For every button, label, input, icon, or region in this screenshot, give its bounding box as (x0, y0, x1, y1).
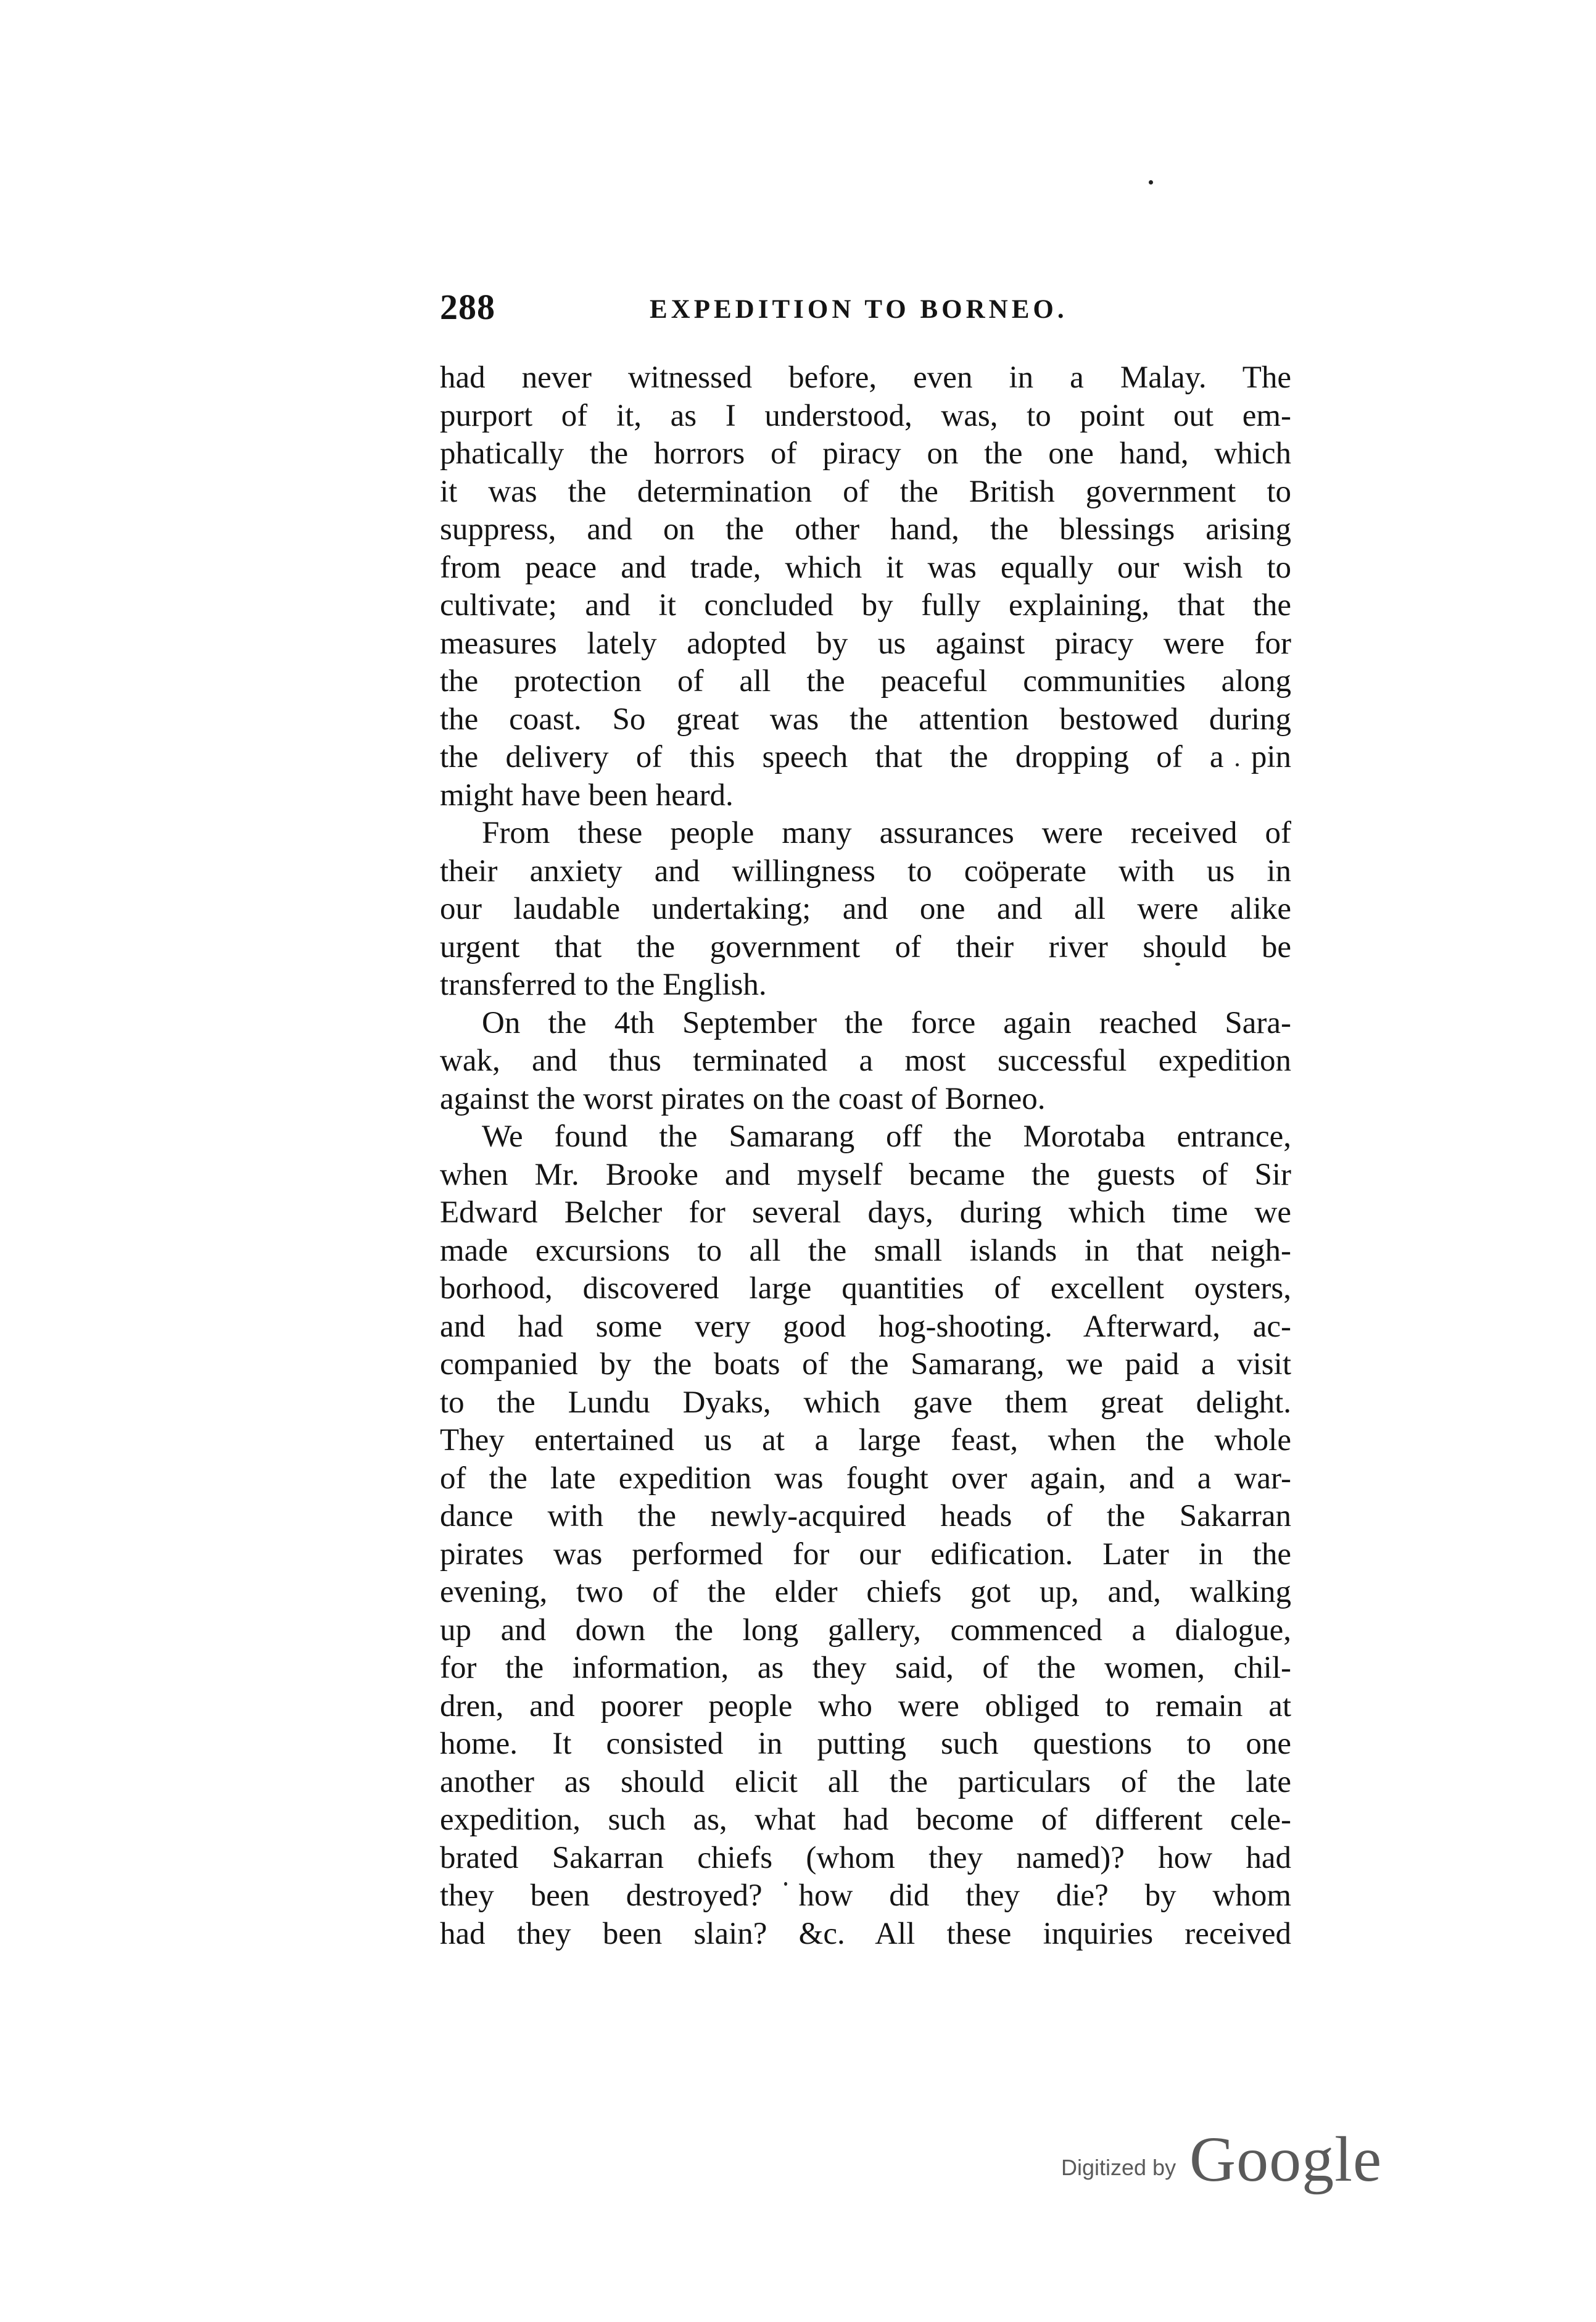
text-line: and had some very good hog-shooting. Afterward, ac- (440, 1309, 1291, 1344)
text-line: evening, two of the elder chiefs got up, and, walking (440, 1575, 1291, 1609)
text-line: the protection of all the peaceful communities along (440, 664, 1291, 699)
text-line: had never witnessed before, even in a Malay. The (440, 360, 1291, 395)
text-line: from peace and trade, which it was equally our wish to (440, 550, 1291, 585)
text-line: of the late expedition was fought over again, and a war- (440, 1461, 1291, 1496)
page-number: 288 (440, 287, 495, 327)
text-line: phatically the horrors of piracy on the one hand, which (440, 436, 1291, 471)
watermark-caption: Digitized by (1061, 2155, 1176, 2180)
text-line: the delivery of this speech that the dropping of a pin (440, 740, 1291, 774)
text-line: our laudable undertaking; and one and all were alike (440, 892, 1291, 926)
text-line: it was the determination of the British government to (440, 474, 1291, 509)
text-line: We found the Samarang off the Morotaba entrance, (482, 1119, 1291, 1154)
text-line: cultivate; and it concluded by fully explaining, that the (440, 588, 1291, 623)
text-line: wak, and thus terminated a most successful expedition (440, 1043, 1291, 1078)
text-line: From these people many assurances were received of (482, 816, 1291, 850)
running-title: EXPEDITION TO BORNEO. (650, 295, 1068, 324)
text-line: for the information, as they said, of the women, chil- (440, 1651, 1291, 1685)
text-line: to the Lundu Dyaks, which gave them great delight. (440, 1385, 1291, 1420)
text-line: borhood, discovered large quantities of excellent oysters, (440, 1271, 1291, 1306)
text-line: urgent that the government of their river should be (440, 929, 1291, 964)
ink-speck (1149, 180, 1153, 185)
text-line: they been destroyed? how did they die? by whom (440, 1878, 1291, 1913)
text-line: had they been slain? &c. All these inquiries received (440, 1916, 1291, 1951)
text-line: against the worst pirates on the coast of Borneo. (440, 1081, 1046, 1116)
text-line: On the 4th September the force again reached Sara- (482, 1005, 1291, 1040)
text-line: expedition, such as, what had become of different cele- (440, 1802, 1291, 1837)
text-line: another as should elicit all the particulars of the late (440, 1764, 1291, 1799)
text-line: They entertained us at a large feast, when the whole (440, 1423, 1291, 1457)
text-line: transferred to the English. (440, 968, 767, 1002)
text-line: when Mr. Brooke and myself became the guests of Sir (440, 1157, 1291, 1192)
page-header (440, 283, 1291, 332)
text-line: up and down the long gallery, commenced a dialogue, (440, 1612, 1291, 1648)
text-line: companied by the boats of the Samarang, we paid a visit (440, 1347, 1291, 1382)
text-line: home. It consisted in putting such questions to one (440, 1727, 1291, 1761)
google-logo: Google (1189, 2124, 1383, 2195)
text-line: made excursions to all the small islands in that neigh- (440, 1233, 1291, 1268)
text-line: suppress, and on the other hand, the blessings arising (440, 512, 1291, 547)
text-line: pirates was performed for our edification. Later in the (440, 1536, 1291, 1572)
text-line: dren, and poorer people who were obliged to remain at (440, 1688, 1291, 1723)
text-line: brated Sakarran chiefs (whom they named)? how had (440, 1840, 1291, 1875)
text-line: purport of it, as I understood, was, to point out em- (440, 398, 1291, 433)
text-line: might have been heard. (440, 777, 734, 813)
digitized-watermark (1061, 2123, 1394, 2197)
body-text (440, 359, 1291, 1953)
text-line: their anxiety and willingness to coöperate with us in (440, 853, 1291, 889)
text-line: measures lately adopted by us against piracy were for (440, 626, 1291, 661)
text-line: dance with the newly-acquired heads of the Sakarran (440, 1499, 1291, 1533)
text-line: the coast. So great was the attention bestowed during (440, 702, 1291, 737)
text-line: Edward Belcher for several days, during which time we (440, 1195, 1291, 1230)
